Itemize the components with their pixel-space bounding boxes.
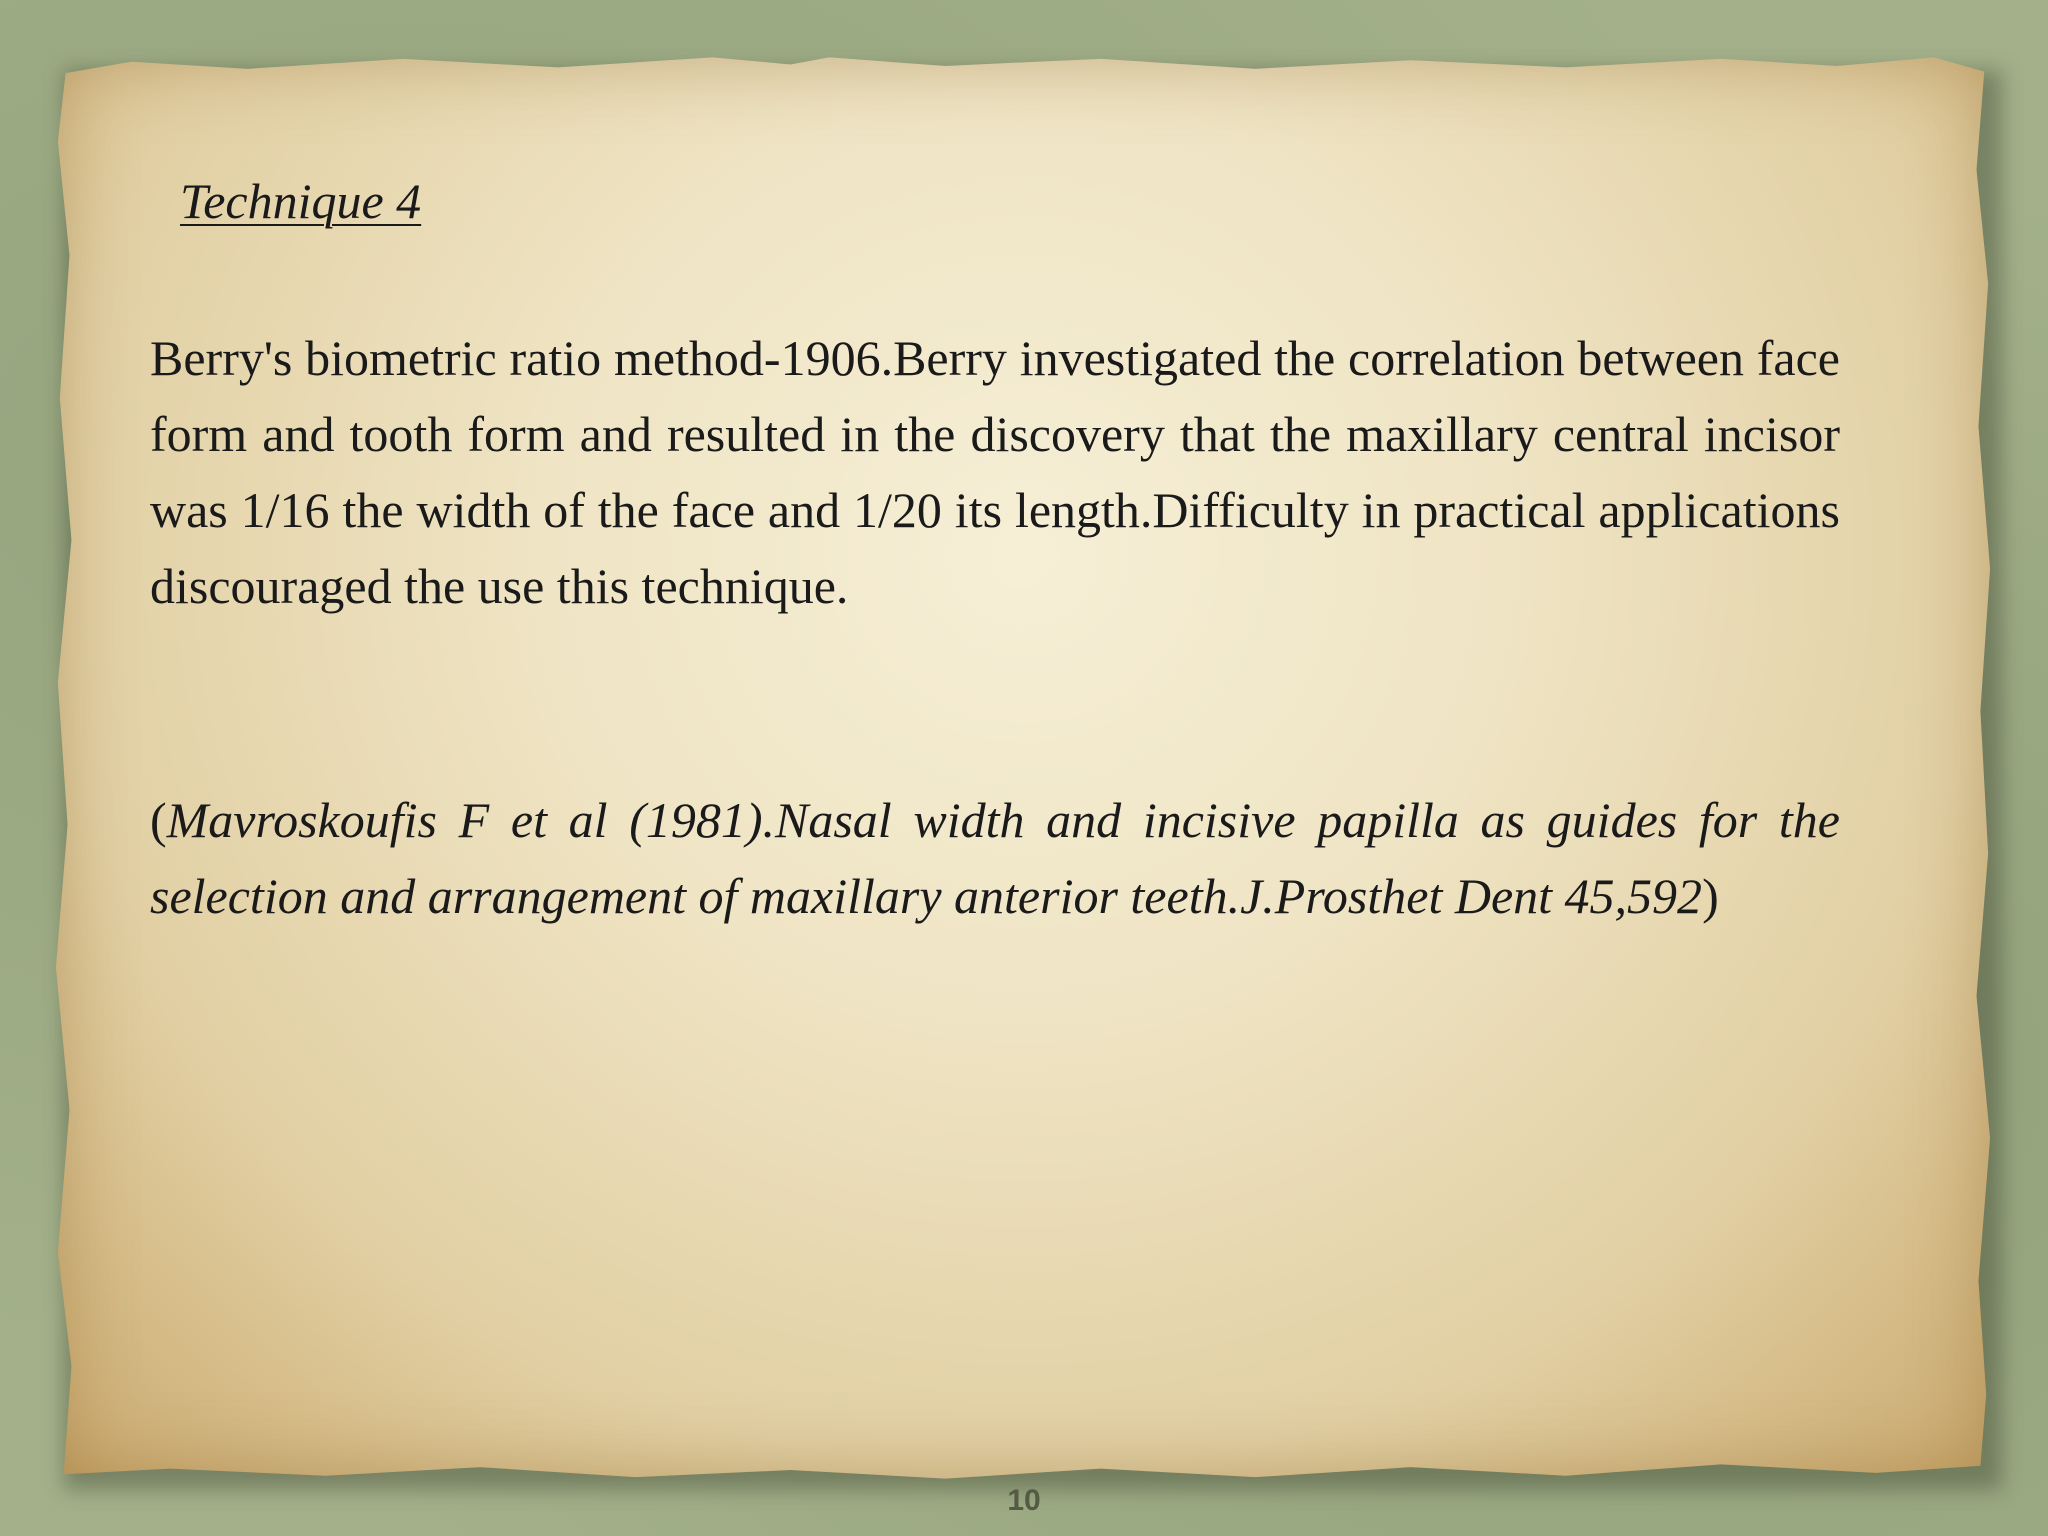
aged-paper-background	[54, 56, 1992, 1480]
citation-paragraph	[150, 782, 1840, 934]
page-number: 10	[1007, 1484, 1041, 1517]
slide-title: Technique 4	[180, 173, 422, 229]
citation-close-paren: )	[1702, 868, 1719, 924]
citation-text: Mavroskoufis F et al (1981).Nasal width and incisive papilla as guides for the selection and arrangement of maxillary anterior teeth.J.Prosthet Dent 45,592	[150, 792, 1840, 924]
citation-open-paren: (	[150, 792, 167, 848]
body-paragraph: Berry's biometric ratio method-1906.Berry investigated the correlation between face form and tooth form and resulted in the discovery that the maxillary central incisor was 1/16 the width of the face and 1/20 its length.Difficulty in practical applications discouraged the use this technique.	[150, 330, 1840, 614]
